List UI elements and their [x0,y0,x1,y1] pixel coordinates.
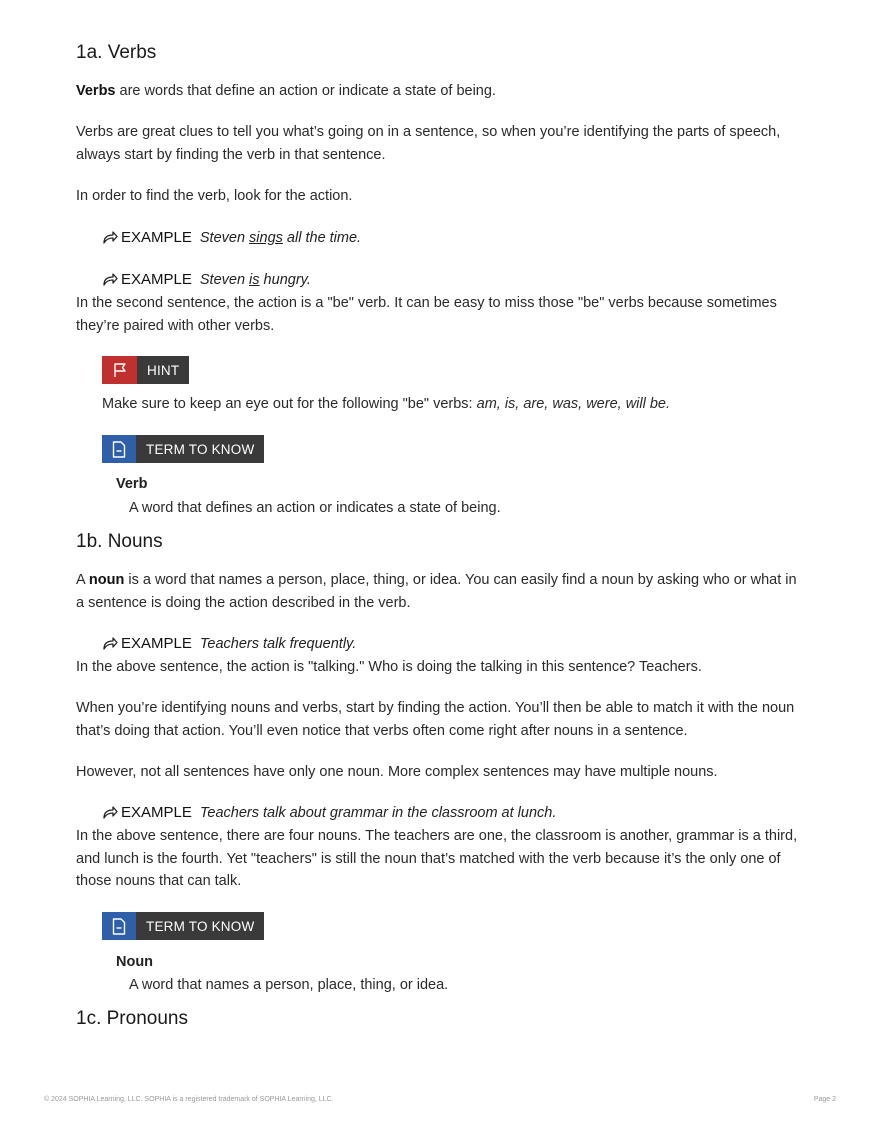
term-to-know-badge [102,435,264,463]
flag-icon [102,356,137,384]
document-icon [102,435,136,463]
term-definition-verb: A word that defines an action or indicates a state of being. [129,500,501,516]
example-sentence: Teachers talk about grammar in the classroom at lunch. [199,805,557,821]
example-label: EXAMPLE [121,804,192,821]
nouns-example-2 [102,803,556,823]
nouns-paragraph-4: However, not all sentences have only one noun. More complex sentences may have multiple nouns. [76,764,718,780]
hint-text: Make sure to keep an eye out for the following "be" verbs: am, is, are, was, were, will be. [102,396,671,412]
verbs-intro: Verbs are words that define an action or indicate a state of being. [76,83,496,99]
example-label: EXAMPLE [121,271,192,288]
nouns-intro: A noun is a word that names a person, place, thing, or idea. You can easily find a noun by asking who or what in a sentence is doing the action described in the verb. [76,572,797,611]
share-arrow-icon [102,272,118,286]
term-definition-noun: A word that names a person, place, thing, or idea. [129,977,449,993]
hint-label: HINT [137,356,189,384]
verbs-example-1 [102,228,361,248]
heading-verbs: 1a. Verbs [76,42,157,63]
heading-nouns: 1b. Nouns [76,531,163,552]
share-arrow-icon [102,636,118,650]
verbs-paragraph-2: Verbs are great clues to tell you what’s going on in a sentence, so when you’re identifying the parts of speech, always start by finding the verb in that sentence. [76,124,781,163]
term-label: TERM TO KNOW [136,435,264,463]
nouns-example-1 [102,634,356,654]
term-to-know-badge [102,912,264,940]
example-sentence: Steven is hungry. [199,272,311,288]
verbs-paragraph-4: In the second sentence, the action is a "be" verb. It can be easy to miss those "be" verbs because sometimes they’re paired with other verbs. [76,295,777,334]
term-label: TERM TO KNOW [136,912,264,940]
footer-copyright: © 2024 SOPHIA Learning, LLC. SOPHIA is a registered trademark of SOPHIA Learning, LLC. [44,1096,334,1103]
nouns-paragraph-2: In the above sentence, the action is "talking." Who is doing the talking in this sentence? Teachers. [76,659,702,675]
example-label: EXAMPLE [121,229,192,246]
verbs-paragraph-3: In order to find the verb, look for the action. [76,188,353,204]
example-label: EXAMPLE [121,635,192,652]
term-word-noun: Noun [116,954,154,970]
share-arrow-icon [102,805,118,819]
share-arrow-icon [102,230,118,244]
hint-badge [102,356,189,384]
document-icon [102,912,136,940]
example-sentence: Teachers talk frequently. [199,636,357,652]
verbs-example-2 [102,270,311,290]
heading-pronouns: 1c. Pronouns [76,1008,188,1029]
nouns-paragraph-3: When you’re identifying nouns and verbs, start by finding the action. You’ll then be able to match it with the noun that’s doing that action. You’ll even notice that verbs often come right after nouns in a sentence. [76,700,795,739]
example-sentence: Steven sings all the time. [199,230,362,246]
nouns-paragraph-5: In the above sentence, there are four nouns. The teachers are one, the classroom is another, grammar is a third, and lunch is the fourth. Yet "teachers" is still the noun that’s matched with the verb because it’s the only one of those nouns that can talk. [76,828,798,889]
footer-page-number: Page 2 [813,1096,836,1103]
term-word-verb: Verb [116,476,148,492]
